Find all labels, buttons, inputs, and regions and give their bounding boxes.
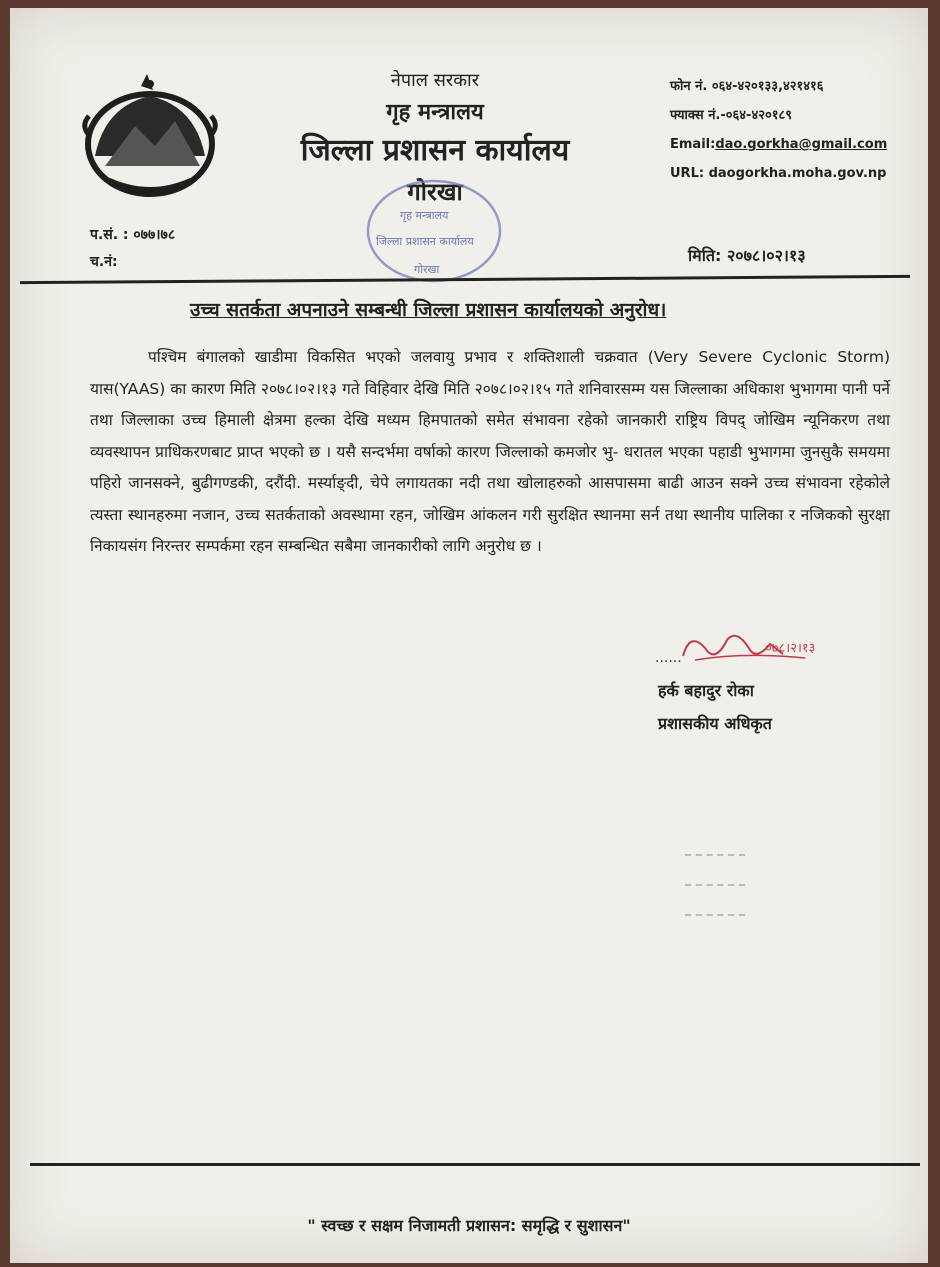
footer-divider xyxy=(30,1163,920,1166)
phone-value: ०६४-४२०१३३,४२१४१६ xyxy=(711,79,824,94)
phone-label: फोन नं. xyxy=(670,79,708,94)
date-label: मिति: xyxy=(688,246,722,265)
date-value: २०७८।०२।१३ xyxy=(726,246,806,265)
url-row xyxy=(670,159,930,188)
contact-block xyxy=(670,72,930,188)
ministry-name: गृह मन्त्रालय xyxy=(386,100,484,125)
government-name: नेपाल सरकार xyxy=(390,70,480,91)
letter-subject: उच्च सतर्कता अपनाउने सम्बन्धी जिल्ला प्रशासन कार्यालयको अनुरोध। xyxy=(190,299,667,321)
fax-value: ०६४-४२०१८९ xyxy=(725,108,793,123)
ps-label: प.सं. : xyxy=(90,227,129,243)
fax-label: फ्याक्स नं.- xyxy=(670,108,726,123)
faint-mark xyxy=(685,884,745,887)
ps-row xyxy=(90,222,175,249)
office-name: जिल्ला प्रशासन कार्यालय xyxy=(300,133,570,168)
url-link[interactable]: daogorkha.moha.gov.np xyxy=(708,166,887,181)
district-name: गोरखा xyxy=(407,178,463,206)
ps-value: ०७७।७८ xyxy=(133,227,176,243)
stamp-line-2: जिल्ला प्रशासन कार्यालय xyxy=(376,235,474,248)
email-row xyxy=(670,130,930,159)
faint-mark xyxy=(685,854,745,857)
phone-row xyxy=(670,72,930,101)
signature-dots: ...... xyxy=(655,650,682,666)
url-label: URL: xyxy=(670,166,705,181)
cn-row xyxy=(90,249,175,276)
office-stamp xyxy=(362,173,507,288)
stamp-line-1: गृह मन्त्रालय xyxy=(400,209,449,222)
signatory-title: प्रशासकीय अधिकृत xyxy=(658,714,772,733)
signatory-name: हर्क बहादुर रोका xyxy=(658,681,754,700)
handwritten-signature xyxy=(655,626,875,670)
footer-motto: " स्वच्छ र सक्षम निजामती प्रशासन: समृद्धि र सुशासन" xyxy=(307,1216,631,1235)
cn-label: च.नं: xyxy=(90,254,118,270)
reference-block xyxy=(90,222,175,276)
faint-mark xyxy=(685,914,745,917)
stamp-line-3: गोरखा xyxy=(414,263,440,276)
signature-date: ०७८।२।१३ xyxy=(765,641,816,656)
email-link[interactable]: dao.gorkha@gmail.com xyxy=(715,137,888,152)
email-label: Email: xyxy=(670,137,716,152)
nepal-emblem-icon xyxy=(75,66,225,206)
fax-row xyxy=(670,101,930,130)
signatory-block xyxy=(658,674,772,740)
letter-sheet xyxy=(10,8,928,1263)
date-block xyxy=(688,244,806,266)
letter-body: पश्चिम बंगालको खाडीमा विकसित भएको जलवायु प्रभाव र शक्तिशाली चक्रवात (Very Severe Cyclonic Storm) यास(YAAS) का कारण मिति २०७८।०२।१३ गते विहिवार देखि मिति २०७८।०२।१५ गते शनिवारसम्म यस जिल्लाका अधिकाश भुभागमा पानी पर्ने तथा जिल्लाका उच्च हिमाली क्षेत्रमा हल्का देखि मध्यम हिमपातको समेत संभावना रहेको जानकारी राष्ट्रिय विपद् जोखिम न्यूनिकरण तथा व्यवस्थापन प्राधिकरणबाट प्राप्त भएको छ । यसै सन्दर्भमा वर्षाको कारण जिल्लाको कमजोर भु- धरातल भएका पहाडी भुभागमा जुनसुकै समयमा पहिरो जानसक्ने, बुढीगण्डकी, दरौंदी. मर्स्याङ्दी, चेपे लगायतका नदी तथा खोलाहरुको आसपासमा बाढी आउन सक्ने उच्च संभावना रहेकोले त्यस्ता स्थानहरुमा नजान, उच्च सतर्कताको अवस्थामा रहन, जोखिम आंकलन गरी सुरक्षित स्थानमा सर्न तथा स्थानीय पालिका र नजिकको सुरक्षा निकायसंग निरन्तर सम्पर्कमा रहन सम्बन्धित सबैमा जानकारीको लागि अनुरोध छ । xyxy=(90,348,890,555)
